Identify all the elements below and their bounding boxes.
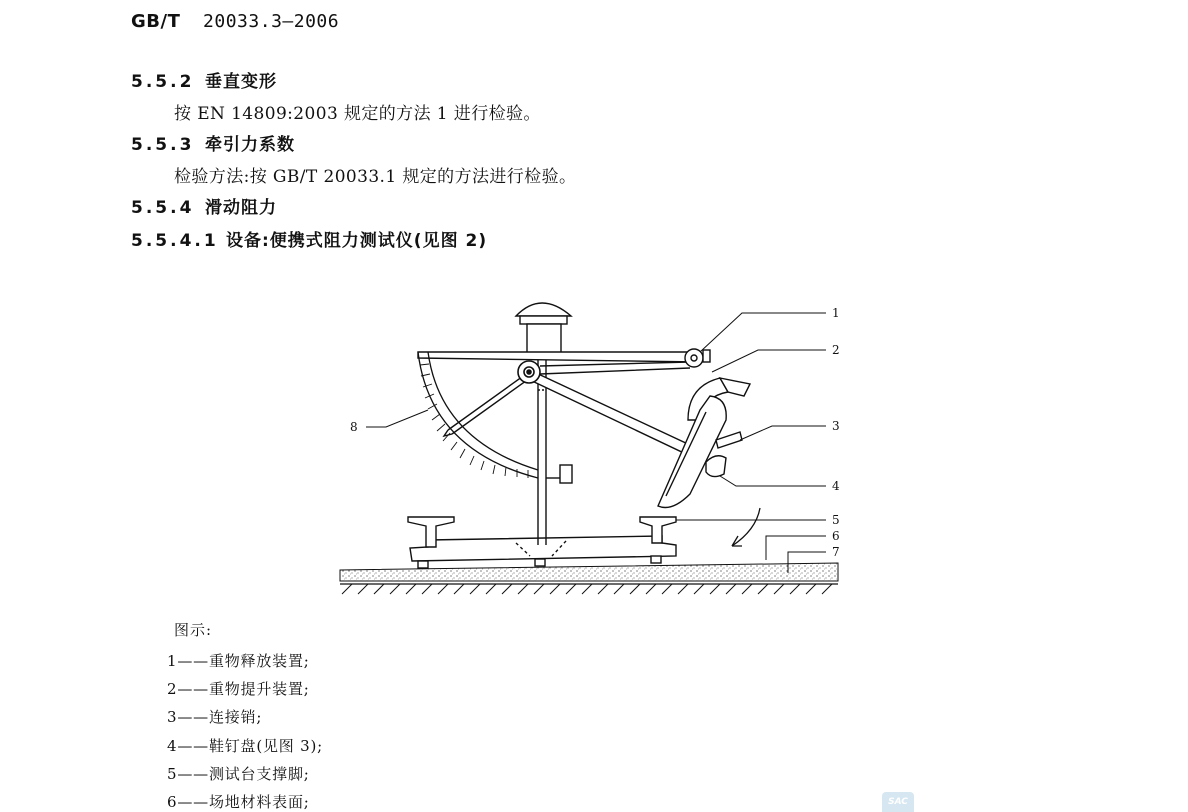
callout-2: 2 [832, 343, 840, 357]
legend-item: 4——鞋钉盘(见图 3); [167, 737, 324, 755]
callout-8: 8 [350, 420, 358, 434]
section-body-5-5-2: 按 EN 14809:2003 规定的方法 1 进行检验。 [174, 104, 541, 124]
legend-item: 6——场地材料表面; [167, 793, 310, 811]
section-heading-5-5-4: 5.5.4 滑动阻力 [131, 198, 277, 218]
section-heading-5-5-2: 5.5.2 垂直变形 [131, 72, 277, 92]
legend-item: 2——重物提升装置; [167, 680, 310, 698]
legend-item: 5——测试台支撑脚; [167, 765, 310, 783]
callout-3: 3 [832, 419, 840, 433]
section-body-5-5-3: 检验方法:按 GB/T 20033.1 规定的方法进行检验。 [174, 167, 577, 187]
callout-7: 7 [832, 545, 840, 559]
section-heading-5-5-4-1: 5.5.4.1 设备:便携式阻力测试仪(见图 2) [131, 231, 488, 251]
callout-6: 6 [832, 529, 840, 543]
callout-1: 1 [832, 306, 840, 320]
tester-base [410, 536, 676, 568]
legend-title: 图示: [174, 621, 213, 639]
standard-number: 20033.3—2006 [203, 11, 340, 32]
top-knob [516, 303, 571, 356]
pendulum-arm [530, 362, 690, 454]
callout-4: 4 [832, 479, 840, 493]
ground-surface [340, 563, 838, 594]
release-roller [685, 349, 710, 367]
section-heading-5-5-3: 5.5.3 牵引力系数 [131, 135, 295, 155]
swing-direction-arrow [732, 508, 760, 546]
legend-item: 1——重物释放装置; [167, 652, 310, 670]
callout-5: 5 [832, 513, 840, 527]
legend-item: 3——连接销; [167, 708, 263, 726]
sac-watermark-logo: SAC [882, 792, 914, 812]
pivot-hub [518, 361, 540, 383]
head-arm [418, 352, 700, 362]
standard-prefix: GB/T [131, 11, 181, 32]
pointer-needle [444, 374, 530, 436]
